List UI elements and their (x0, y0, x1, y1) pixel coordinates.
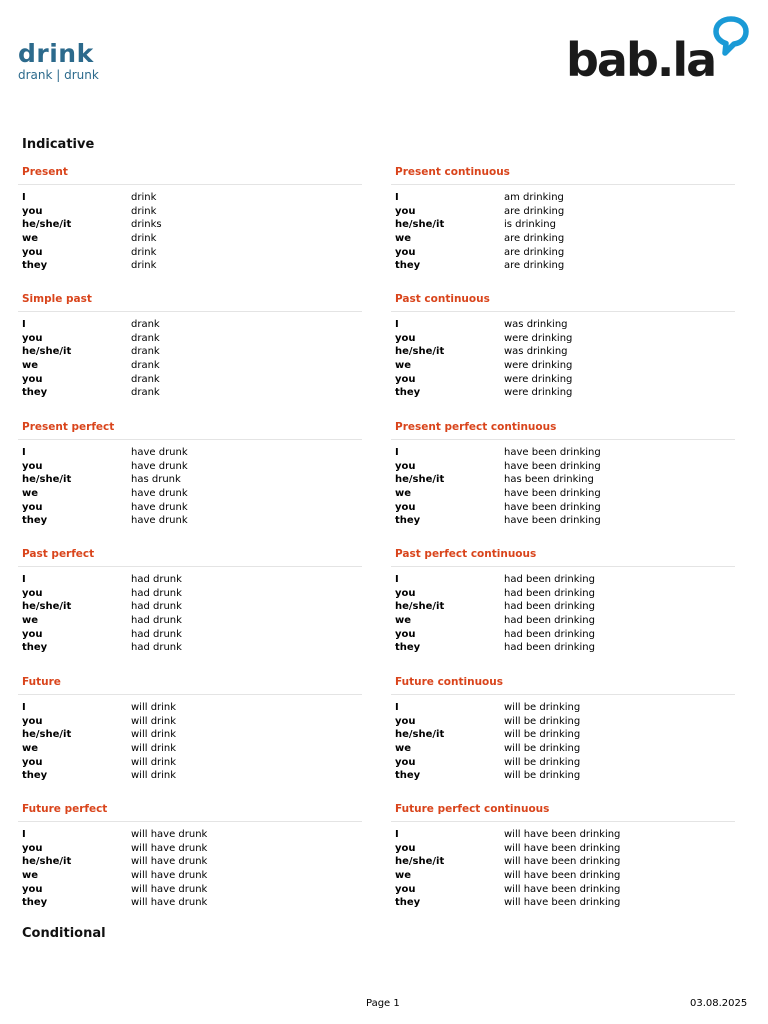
conjugation-row (22, 373, 358, 387)
verb-form: drank (131, 387, 160, 399)
verb-form: have been drinking (504, 460, 601, 472)
pronoun: he/she/it (22, 856, 72, 868)
verb-form: have drunk (131, 460, 188, 472)
pronoun: I (395, 702, 399, 713)
pronoun: he/she/it (395, 729, 445, 741)
verb-form: had drunk (131, 642, 182, 654)
pronoun: I (22, 574, 26, 585)
pronoun: you (22, 246, 43, 258)
conjugation-row (22, 587, 358, 601)
pronoun: we (22, 233, 39, 245)
conjugation-row (395, 756, 731, 770)
pronoun: you (395, 460, 416, 472)
verb-form: are drinking (504, 233, 565, 245)
verb-form: were drinking (504, 373, 573, 385)
verb-form: will drink (131, 702, 177, 713)
conjugation-row (22, 446, 358, 460)
verb-form: had been drinking (504, 587, 595, 599)
verb-form: drink (131, 233, 157, 245)
verb-form: was drinking (504, 319, 568, 330)
conjugation-row (22, 896, 358, 910)
tense-name: Future perfect continuous (395, 803, 550, 815)
pronoun: you (22, 205, 43, 217)
conjugation-row (22, 769, 358, 783)
tense-block (22, 547, 358, 655)
tense-header (391, 292, 735, 312)
verb-form: is drinking (504, 219, 556, 231)
verb-form: have been drinking (504, 515, 601, 527)
conjugation-row (395, 701, 731, 715)
verb-form: had drunk (131, 628, 182, 640)
pronoun: he/she/it (395, 856, 445, 868)
tense-block (22, 165, 358, 273)
conjugation-row (395, 728, 731, 742)
conjugation-row (395, 501, 731, 515)
conjugation-row (22, 386, 358, 400)
conjugation-rows (22, 318, 358, 400)
conjugation-row (395, 487, 731, 501)
pronoun: you (22, 883, 43, 895)
tense-header (18, 547, 362, 567)
tense-name: Past continuous (395, 293, 490, 305)
verb-form: was drinking (504, 346, 568, 358)
tense-block (22, 292, 358, 400)
conjugation-row (395, 386, 731, 400)
verb-form: had been drinking (504, 601, 595, 613)
verb-form: drink (131, 192, 157, 203)
conjugation-row (395, 191, 731, 205)
pronoun: we (22, 488, 39, 500)
pronoun: he/she/it (395, 601, 445, 613)
conjugation-row (395, 259, 731, 273)
conjugation-row (395, 769, 731, 783)
verb-form: had been drinking (504, 642, 595, 654)
verb-form: had been drinking (504, 574, 595, 585)
pronoun: I (395, 319, 399, 330)
tense-name: Present (22, 166, 68, 178)
conjugation-row (395, 828, 731, 842)
verb-form: will have been drinking (504, 856, 621, 868)
verb-form: have drunk (131, 501, 188, 513)
tense-name: Simple past (22, 293, 92, 305)
verb-form: had drunk (131, 587, 182, 599)
verb-form: drank (131, 332, 160, 344)
pronoun: you (395, 715, 416, 727)
verb-form: have been drinking (504, 488, 601, 500)
pronoun: I (22, 192, 26, 203)
pronoun: you (395, 373, 416, 385)
pronoun: you (22, 501, 43, 513)
pronoun: you (395, 842, 416, 854)
pronoun: you (395, 501, 416, 513)
verb-form: will be drinking (504, 756, 581, 768)
conjugation-row (22, 869, 358, 883)
verb-form: will have drunk (131, 856, 208, 868)
pronoun: they (395, 897, 421, 909)
conjugation-row (22, 600, 358, 614)
tense-header (391, 802, 735, 822)
conjugation-row (395, 473, 731, 487)
pronoun: he/she/it (22, 729, 72, 741)
verb-form: will be drinking (504, 715, 581, 727)
conjugation-rows (22, 701, 358, 783)
verb-form: drink (131, 246, 157, 258)
pronoun: I (395, 829, 399, 840)
conjugation-row (22, 345, 358, 359)
tense-header (18, 802, 362, 822)
verb-form: will drink (131, 729, 177, 741)
tense-name: Present perfect (22, 421, 115, 433)
verb-form: had been drinking (504, 615, 595, 627)
tense-name: Future continuous (395, 676, 503, 688)
footer-date: 03.08.2025 (690, 998, 748, 1009)
pronoun: I (22, 319, 26, 330)
conjugation-rows (22, 191, 358, 273)
verb-form: have drunk (131, 447, 188, 458)
conjugation-rows (22, 573, 358, 655)
conjugation-row (395, 218, 731, 232)
pronoun: he/she/it (22, 346, 72, 358)
verb-form: were drinking (504, 387, 573, 399)
tense-header (18, 165, 362, 185)
conjugation-row (22, 332, 358, 346)
verb-form: drank (131, 346, 160, 358)
pronoun: they (22, 642, 48, 654)
tense-block (395, 420, 731, 528)
conjugation-row (395, 514, 731, 528)
verb-form: drank (131, 360, 160, 372)
conjugation-row (395, 318, 731, 332)
pronoun: you (395, 332, 416, 344)
pronoun: he/she/it (395, 346, 445, 358)
pronoun: they (22, 260, 48, 272)
verb-form: will be drinking (504, 770, 581, 782)
verb-form: had drunk (131, 574, 182, 585)
conjugation-row (22, 641, 358, 655)
conjugation-row (22, 218, 358, 232)
tense-block (22, 675, 358, 783)
verb-form: had been drinking (504, 628, 595, 640)
section-conditional: Conditional (22, 926, 106, 941)
pronoun: we (22, 360, 39, 372)
tense-block (395, 292, 731, 400)
pronoun: I (395, 447, 399, 458)
conjugation-rows (395, 828, 731, 910)
conjugation-row (395, 232, 731, 246)
conjugation-row (395, 869, 731, 883)
pronoun: he/she/it (395, 219, 445, 231)
conjugation-row (395, 600, 731, 614)
pronoun: he/she/it (395, 474, 445, 486)
conjugation-row (22, 191, 358, 205)
conjugation-row (22, 460, 358, 474)
pronoun: you (22, 587, 43, 599)
verb-form: will have drunk (131, 897, 208, 909)
conjugation-row (22, 573, 358, 587)
conjugation-row (22, 628, 358, 642)
pronoun: I (22, 447, 26, 458)
pronoun: you (22, 715, 43, 727)
conjugation-row (22, 828, 358, 842)
conjugation-row (395, 715, 731, 729)
verb-title: drink (18, 39, 94, 68)
tense-header (18, 420, 362, 440)
verb-form: drank (131, 319, 160, 330)
verb-header (18, 40, 99, 82)
conjugation-rows (22, 828, 358, 910)
conjugation-row (395, 246, 731, 260)
verb-form: have drunk (131, 488, 188, 500)
conjugation-row (22, 614, 358, 628)
pronoun: you (22, 373, 43, 385)
pronoun: they (395, 642, 421, 654)
tense-name: Past perfect continuous (395, 548, 537, 560)
pronoun: they (395, 770, 421, 782)
verb-form: will be drinking (504, 743, 581, 755)
pronoun: you (395, 756, 416, 768)
verb-form: will drink (131, 770, 177, 782)
pronoun: you (22, 756, 43, 768)
verb-forms: drank | drunk (18, 68, 99, 82)
pronoun: they (22, 515, 48, 527)
tense-block (395, 547, 731, 655)
conjugation-row (395, 345, 731, 359)
verb-form: are drinking (504, 205, 565, 217)
pronoun: he/she/it (22, 219, 72, 231)
tense-header (391, 547, 735, 567)
verb-form: has been drinking (504, 474, 594, 486)
verb-form: will have drunk (131, 842, 208, 854)
conjugation-row (395, 742, 731, 756)
tense-header (391, 420, 735, 440)
conjugation-rows (395, 573, 731, 655)
pronoun: we (395, 360, 412, 372)
verb-form: were drinking (504, 332, 573, 344)
conjugation-row (395, 205, 731, 219)
conjugation-row (22, 205, 358, 219)
conjugation-rows (395, 318, 731, 400)
conjugation-row (395, 628, 731, 642)
pronoun: we (395, 488, 412, 500)
conjugation-row (395, 883, 731, 897)
conjugation-row (22, 318, 358, 332)
verb-form: am drinking (504, 192, 564, 203)
pronoun: we (22, 870, 39, 882)
verb-form: have been drinking (504, 501, 601, 513)
conjugation-row (22, 842, 358, 856)
pronoun: you (22, 842, 43, 854)
conjugation-rows (22, 446, 358, 528)
tense-header (18, 292, 362, 312)
conjugation-row (22, 701, 358, 715)
tense-header (391, 675, 735, 695)
verb-form: will be drinking (504, 702, 581, 713)
conjugation-row (395, 641, 731, 655)
pronoun: he/she/it (22, 601, 72, 613)
tense-name: Future perfect (22, 803, 108, 815)
conjugation-row (395, 896, 731, 910)
pronoun: we (395, 743, 412, 755)
tense-name: Present continuous (395, 166, 510, 178)
pronoun: we (395, 233, 412, 245)
verb-form: will have drunk (131, 883, 208, 895)
verb-form: will drink (131, 743, 177, 755)
conjugation-row (22, 742, 358, 756)
verb-form: had drunk (131, 615, 182, 627)
verb-form: will drink (131, 756, 177, 768)
pronoun: they (395, 260, 421, 272)
conjugation-row (395, 573, 731, 587)
pronoun: you (395, 246, 416, 258)
tense-name: Future (22, 676, 61, 688)
pronoun: you (395, 628, 416, 640)
pronoun: they (395, 387, 421, 399)
tense-block (395, 165, 731, 273)
conjugation-row (395, 587, 731, 601)
conjugation-row (395, 359, 731, 373)
verb-form: have drunk (131, 515, 188, 527)
tense-header (391, 165, 735, 185)
pronoun: you (395, 205, 416, 217)
verb-form: will have drunk (131, 870, 208, 882)
verb-form: are drinking (504, 260, 565, 272)
conjugation-row (395, 460, 731, 474)
tense-name: Present perfect continuous (395, 421, 557, 433)
verb-form: will have been drinking (504, 870, 621, 882)
conjugation-row (22, 728, 358, 742)
pronoun: you (22, 332, 43, 344)
verb-form: drinks (131, 219, 162, 231)
page-number: Page 1 (366, 998, 400, 1009)
conjugation-row (395, 842, 731, 856)
tense-name: Past perfect (22, 548, 95, 560)
conjugation-row (395, 855, 731, 869)
conjugation-rows (395, 446, 731, 528)
verb-form: will have been drinking (504, 883, 621, 895)
pronoun: we (395, 615, 412, 627)
verb-form: will drink (131, 715, 177, 727)
conjugation-row (22, 487, 358, 501)
conjugation-row (22, 232, 358, 246)
conjugation-row (22, 259, 358, 273)
pronoun: you (395, 587, 416, 599)
pronoun: they (22, 770, 48, 782)
conjugation-row (22, 473, 358, 487)
tense-block (395, 802, 731, 910)
verb-form: had drunk (131, 601, 182, 613)
verb-form: are drinking (504, 246, 565, 258)
conjugation-row (395, 614, 731, 628)
verb-form: drink (131, 205, 157, 217)
pronoun: he/she/it (22, 474, 72, 486)
verb-form: drink (131, 260, 157, 272)
pronoun: we (22, 615, 39, 627)
verb-form: will have been drinking (504, 829, 621, 840)
speech-bubble-icon (712, 16, 750, 60)
pronoun: they (22, 387, 48, 399)
tense-block (22, 420, 358, 528)
conjugation-row (22, 359, 358, 373)
conjugation-row (22, 756, 358, 770)
verb-form: will have drunk (131, 829, 208, 840)
conjugation-rows (395, 701, 731, 783)
conjugation-row (22, 246, 358, 260)
verb-form: will have been drinking (504, 897, 621, 909)
pronoun: I (395, 192, 399, 203)
conjugation-row (22, 855, 358, 869)
verb-form: were drinking (504, 360, 573, 372)
verb-form: will be drinking (504, 729, 581, 741)
pronoun: you (22, 628, 43, 640)
conjugation-row (395, 332, 731, 346)
verb-form: have been drinking (504, 447, 601, 458)
conjugation-row (22, 715, 358, 729)
pronoun: you (395, 883, 416, 895)
section-indicative: Indicative (22, 137, 95, 152)
tense-block (22, 802, 358, 910)
tense-header (18, 675, 362, 695)
pronoun: we (22, 743, 39, 755)
tense-block (395, 675, 731, 783)
pronoun: I (395, 574, 399, 585)
verb-form: has drunk (131, 474, 181, 486)
pronoun: they (395, 515, 421, 527)
verb-form: drank (131, 373, 160, 385)
pronoun: I (22, 829, 26, 840)
pronoun: they (22, 897, 48, 909)
pronoun: you (22, 460, 43, 472)
logo-text: bab.la (566, 33, 716, 87)
conjugation-rows (395, 191, 731, 273)
verb-form: will have been drinking (504, 842, 621, 854)
pronoun: we (395, 870, 412, 882)
conjugation-row (395, 373, 731, 387)
conjugation-row (22, 501, 358, 515)
conjugation-row (22, 883, 358, 897)
conjugation-row (22, 514, 358, 528)
conjugation-row (395, 446, 731, 460)
pronoun: I (22, 702, 26, 713)
babla-logo (566, 16, 752, 87)
